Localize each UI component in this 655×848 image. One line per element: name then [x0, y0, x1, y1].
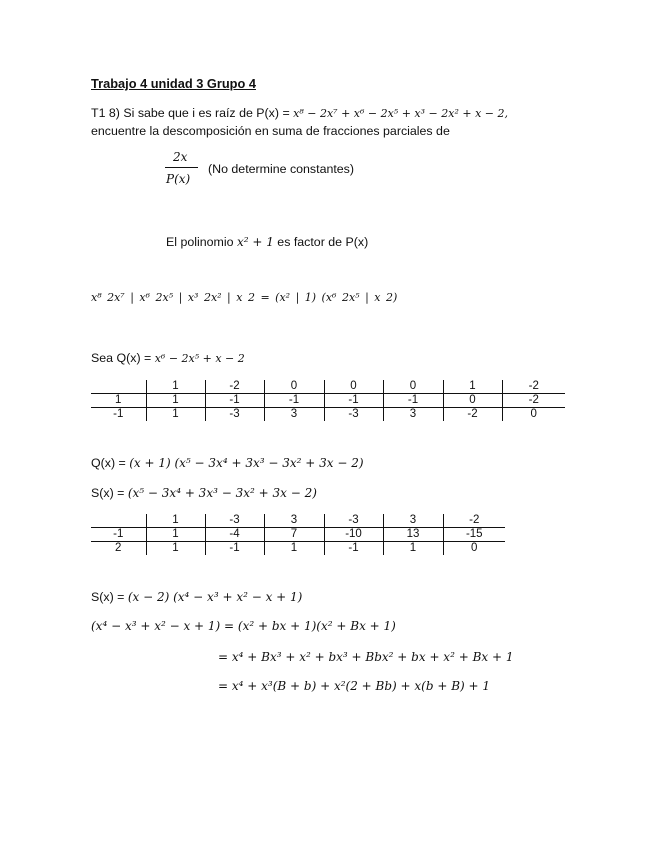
table-cell: -1 — [113, 408, 124, 420]
table2-header-row — [91, 514, 505, 528]
factor-note — [166, 233, 368, 251]
table-cell: -3 — [324, 514, 383, 528]
table1-header-row — [91, 380, 565, 394]
equation-1: (x⁴ − x³ + x² − x + 1) = (x² + bx + 1)(x² + Bx + 1) — [91, 619, 396, 633]
table-cell: 1 — [383, 542, 443, 556]
table-cell: -2 — [443, 408, 502, 422]
table-cell: -1 — [324, 394, 383, 408]
table-cell — [91, 514, 146, 528]
table-cell: 1 — [146, 542, 205, 556]
q-result-expr: (x + 1) (x⁵ − 3x⁴ + 3x³ − 3x² + 3x − 2) — [129, 456, 364, 470]
table-cell: 3 — [383, 408, 443, 422]
s-result-prefix: S(x) = — [91, 590, 128, 604]
table-cell: -3 — [205, 408, 264, 422]
table-row — [91, 394, 565, 408]
table-cell: 7 — [264, 528, 324, 542]
factor-expr: x² + 1 — [236, 235, 274, 249]
table-cell: 1 — [146, 394, 205, 408]
page-title: Trabajo 4 unidad 3 Grupo 4 — [91, 76, 256, 91]
q-result — [91, 454, 364, 472]
q-def-prefix: Sea Q(x) = — [91, 351, 155, 365]
table-cell: 0 — [324, 380, 383, 394]
equation-2: = x⁴ + Bx³ + x² + bx³ + Bbx² + bx + x² + Bx + 1 — [218, 650, 514, 664]
synthetic-division-table-2 — [91, 514, 505, 555]
table-cell: -1 — [205, 394, 264, 408]
table-cell: 3 — [264, 514, 324, 528]
table-row — [91, 542, 505, 556]
table-row — [91, 528, 505, 542]
table-cell: -4 — [205, 528, 264, 542]
table-cell: 0 — [383, 380, 443, 394]
table-cell: -2 — [205, 380, 264, 394]
table-row — [91, 408, 565, 422]
table-cell: 1 — [146, 380, 205, 394]
fraction-note: (No determine constantes) — [208, 162, 355, 176]
table-cell: 0 — [443, 394, 502, 408]
table-cell: 0 — [443, 542, 505, 556]
table-cell: -1 — [324, 542, 383, 556]
table-cell: 3 — [264, 408, 324, 422]
table-cell: 1 — [91, 394, 146, 408]
q-def-expr: x⁶ − 2x⁵ + x − 2 — [154, 352, 245, 365]
table-cell: -1 — [205, 542, 264, 556]
p-polynomial: x⁸ − 2x⁷ + x⁶ − 2x⁵ + x³ − 2x² + x − 2, — [293, 107, 508, 120]
table-cell: -1 — [383, 394, 443, 408]
table-cell: -15 — [443, 528, 505, 542]
s-def-expr: (x⁵ − 3x⁴ + 3x³ − 3x² + 3x − 2) — [127, 486, 317, 500]
problem-prefix: T1 8) Si sabe que i es raíz de P(x) = — [91, 106, 294, 120]
s-definition — [91, 484, 317, 502]
table-cell: -2 — [502, 394, 565, 408]
factor-note-suffix: es factor de P(x) — [273, 235, 369, 249]
s-result-expr: (x − 2) (x⁴ − x³ + x² − x + 1) — [127, 590, 303, 604]
q-result-prefix: Q(x) = — [91, 456, 130, 470]
table-cell: 1 — [264, 542, 324, 556]
table-cell: -2 — [443, 514, 505, 528]
equation-3: = x⁴ + x³(B + b) + x²(2 + Bb) + x(b + B) + 1 — [218, 679, 491, 693]
table-cell: -1 — [264, 394, 324, 408]
table-cell: -1 — [91, 528, 146, 542]
table-cell: 2 — [115, 542, 122, 554]
table-cell: 1 — [146, 514, 205, 528]
fraction-numerator: 2x — [173, 150, 188, 164]
table-cell: 0 — [264, 380, 324, 394]
table-cell: -2 — [502, 380, 565, 394]
s-result — [91, 588, 302, 606]
s-def-prefix: S(x) = — [91, 486, 128, 500]
table-cell — [91, 380, 146, 394]
fraction-bar — [165, 167, 198, 168]
table-cell: 3 — [383, 514, 443, 528]
table-cell: -3 — [205, 514, 264, 528]
factor-note-prefix: El polinomio — [166, 235, 237, 249]
problem-line-1 — [91, 104, 508, 122]
table-cell: 1 — [443, 380, 502, 394]
table-cell: 1 — [146, 408, 205, 422]
factorization-line: x⁸ 2x⁷ | x⁶ 2x⁵ | x³ 2x² | x 2 = (x² | 1) (x⁶ 2x⁵ | x 2) — [91, 291, 398, 304]
fraction-denominator: P(x) — [166, 172, 191, 186]
problem-line-2: encuentre la descomposición en suma de fracciones parciales de — [91, 124, 450, 138]
table-cell: 13 — [383, 528, 443, 542]
table-cell: 0 — [502, 408, 565, 422]
synthetic-division-table-1 — [91, 380, 565, 421]
q-definition — [91, 349, 245, 367]
table-cell: 1 — [146, 528, 205, 542]
table-cell: -10 — [324, 528, 383, 542]
table-cell: -3 — [324, 408, 383, 422]
